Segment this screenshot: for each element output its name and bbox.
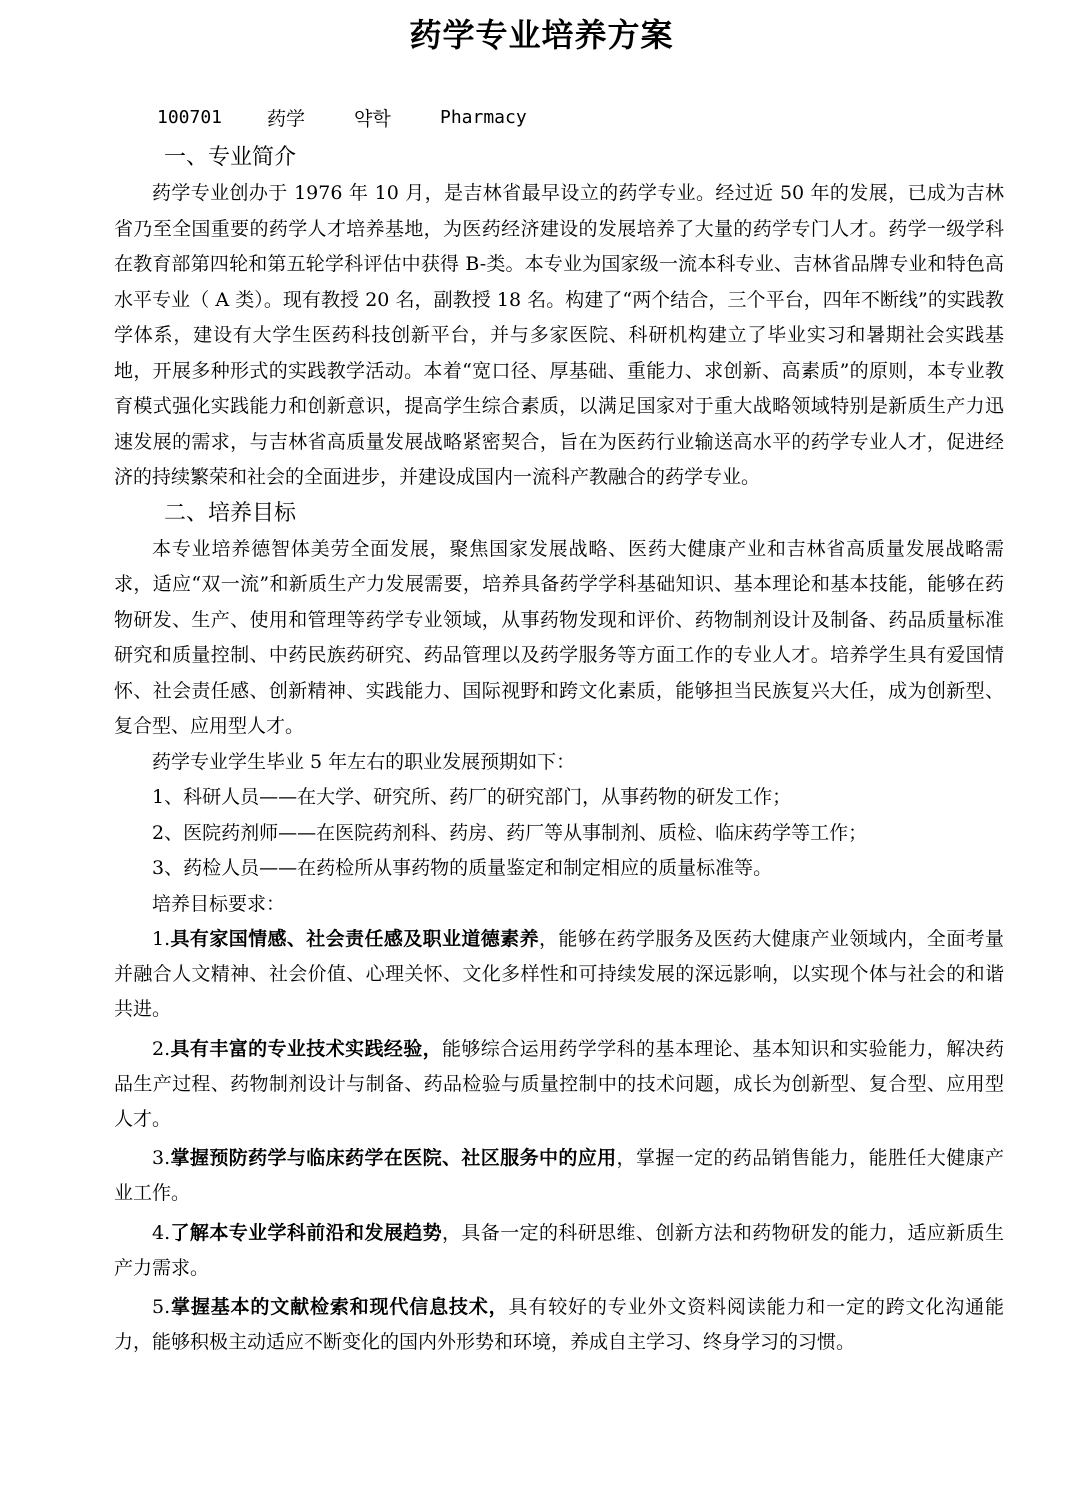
requirement-text: ，掌握一定的药品销售能力，能胜任大健康产业工作。 bbox=[114, 1147, 1004, 1205]
major-name-english: Pharmacy bbox=[440, 106, 527, 128]
requirement-text: ，具备一定的科研思维、创新方法和药物研发的能力，适应新质生产力需求。 bbox=[114, 1221, 1004, 1279]
requirement-item bbox=[114, 1216, 1004, 1286]
career-intro: 药学专业学生毕业 5 年左右的职业发展预期如下： bbox=[152, 750, 576, 773]
career-item: 3、药检人员——在药检所从事药物的质量鉴定和制定相应的质量标准等。 bbox=[152, 857, 773, 879]
requirement-item bbox=[114, 1290, 1004, 1360]
requirement-emphasis: 掌握基本的文献检索和现代信息技术， bbox=[170, 1296, 509, 1319]
requirement-text: 能够综合运用药学学科的基本理论、基本知识和实验能力，解决药品生产过程、药物制剂设计与制备、药品检验与质量控制中的技术问题，成长为创新型、复合型、应用型人才。 bbox=[114, 1037, 1004, 1131]
requirement-number: 4. bbox=[152, 1221, 171, 1244]
requirement-text: 具有较好的专业外文资料阅读能力和一定的跨文化沟通能力，能够积极主动适应不断变化的国内外形势和环境，养成自主学习、终身学习的习惯。 bbox=[114, 1296, 1004, 1354]
introduction-paragraph: 药学专业创办于 1976 年 10 月，是吉林省最早设立的药学专业。经过近 50 年的发展，已成为吉林省乃至全国重要的药学人才培养基地，为医药经济建设的发展培养了大量的药学专门人才。药学一级学科在教育部第四轮和第五轮学科评估中获得 B-类。本专业为国家级一流本科专业、吉林省品牌专业和特色高水平专业（ A 类）。现有教授 20 名，副教授 18 名。构建了“两个结合，三个平台，四年不断线”的实践教学体系，建设有大学生医药科技创新平台，并与多家医院、科研机构建立了毕业实习和暑期社会实践基地，开展多种形式的实践教学活动。本着“宽口径、厚基础、重能力、求创新、高素质”的原则，本专业教育模式强化实践能力和创新意识，提高学生综合素质，以满足国家对于重大战略领域特别是新质生产力迅速发展的需求，与吉林省高质量发展战略紧密契合，旨在为医药行业输送高水平的药学专业人才，促进经济的持续繁荣和社会的全面进步，并建设成国内一流科产教融合的药学专业。 bbox=[114, 182, 1004, 488]
requirement-emphasis: 掌握预防药学与临床药学在医院、社区服务中的应用 bbox=[170, 1147, 617, 1170]
requirement-number: 2. bbox=[152, 1037, 171, 1060]
career-item: 2、医院药剂师——在医院药剂科、药房、药厂等从事制剂、质检、临床药学等工作； bbox=[152, 821, 868, 844]
requirement-number: 3. bbox=[152, 1147, 171, 1170]
requirement-number: 1. bbox=[152, 928, 171, 950]
requirement-emphasis: 具有丰富的专业技术实践经验， bbox=[170, 1037, 443, 1060]
major-name-korean: 약학 bbox=[354, 107, 391, 130]
document-body bbox=[114, 140, 1004, 1364]
major-code-line bbox=[157, 102, 527, 132]
requirement-item bbox=[114, 1032, 1004, 1138]
requirement-number: 5. bbox=[152, 1296, 171, 1319]
requirement-item bbox=[114, 922, 1004, 1028]
requirements-intro: 培养目标要求： bbox=[152, 892, 286, 915]
requirement-emphasis: 具有家国情感、社会责任感及职业道德素养 bbox=[170, 928, 539, 950]
section-heading-introduction: 一、专业简介 bbox=[164, 145, 297, 170]
requirement-emphasis: 了解本专业学科前沿和发展趋势 bbox=[170, 1221, 443, 1244]
section-heading-objectives: 二、培养目标 bbox=[164, 500, 297, 526]
career-item: 1、科研人员——在大学、研究所、药厂的研究部门，从事药物的研发工作； bbox=[152, 786, 792, 808]
major-code: 100701 bbox=[157, 106, 223, 128]
document-title: 药学专业培养方案 bbox=[409, 16, 674, 54]
major-name-chinese: 药学 bbox=[267, 107, 306, 130]
requirement-text: ，能够在药学服务及医药大健康产业领域内，全面考量并融合人文精神、社会价值、心理关怀、文化多样性和可持续发展的深远影响，以实现个体与社会的和谐共进。 bbox=[114, 928, 1004, 1021]
requirement-item bbox=[114, 1141, 1004, 1211]
objectives-paragraph: 本专业培养德智体美劳全面发展，聚焦国家发展战略、医药大健康产业和吉林省高质量发展战略需求，适应“双一流”和新质生产力发展需要，培养具备药学学科基础知识、基本理论和基本技能，能够在药物研发、生产、使用和管理等药学专业领域，从事药物发现和评价、药物制剂设计及制备、药品质量标准研究和质量控制、中药民族药研究、药品管理以及药学服务等方面工作的专业人才。培养学生具有爱国情怀、社会责任感、创新精神、实践能力、国际视野和跨文化素质，能够担当民族复兴大任，成为创新型、复合型、应用型人才。 bbox=[114, 537, 1004, 737]
